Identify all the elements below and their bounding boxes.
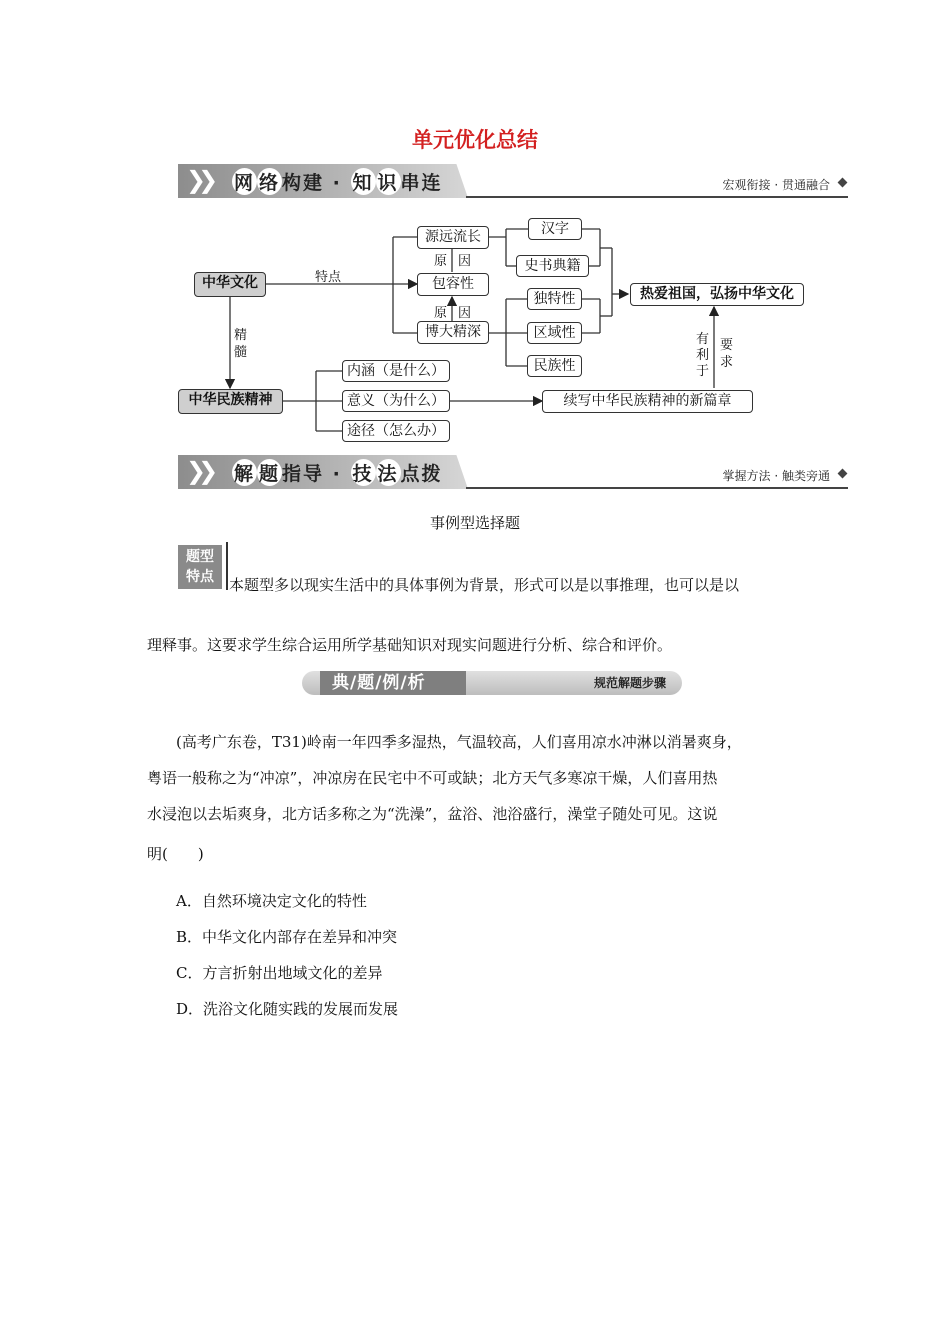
banner-word: 指导: [282, 463, 325, 485]
page-title: 单元优化总结: [412, 128, 538, 152]
node-boda-jingshen: 博大精深: [417, 321, 489, 344]
banner-label: [232, 459, 443, 486]
option-a: A．自然环境决定文化的特性: [176, 892, 367, 910]
banner-word: 点拨: [400, 463, 443, 485]
banner-char: 网: [232, 168, 257, 195]
question-line-4: 明( ): [147, 845, 204, 863]
option-d: D．洗浴文化随实践的发展而发展: [176, 1000, 399, 1018]
tag-divider: [226, 542, 228, 590]
banner-right-text: 掌握方法 · 触类旁通: [722, 469, 830, 483]
question-type-tag: [178, 545, 222, 589]
node-shishu-dianji: 史书典籍: [516, 255, 589, 277]
intro-text-line-2: 理释事。这要求学生综合运用所学基础知识对现实问题进行分析、综合和评价。: [147, 636, 673, 654]
section-title: 事例型选择题: [429, 514, 520, 532]
label-yin: 因: [458, 306, 472, 321]
node-reai-zuguo: 热爱祖国，弘扬中华文化: [630, 283, 804, 306]
tag-line: 题型: [186, 549, 214, 565]
node-dutexing: 独特性: [527, 288, 582, 310]
double-chevron-icon: ❯❯: [186, 457, 211, 485]
banner-word: 串连: [400, 172, 443, 194]
label-yin: 因: [458, 254, 472, 269]
section-banner-problem-guide: [178, 455, 848, 491]
node-zhonghua-wenhua: 中华文化: [194, 272, 266, 297]
question-line-1: (高考广东卷，T31)岭南一年四季多湿热，气温较高，人们喜用凉水冲淋以消暑爽身，: [176, 733, 742, 751]
node-zhonghua-minzu-jingshen: 中华民族精神: [178, 389, 283, 414]
label-yuan: 原: [434, 254, 448, 269]
label-jing: 精: [234, 328, 248, 343]
double-chevron-icon: ❯❯: [186, 166, 211, 194]
banner-dot: ·: [324, 463, 351, 485]
banner-char: 络: [257, 168, 282, 195]
tag-line: 特点: [186, 569, 214, 585]
example-banner-right: 规范解题步骤: [593, 676, 666, 690]
node-yuanyuan-liuchang: 源远流长: [417, 226, 489, 249]
example-banner: [302, 671, 682, 697]
label-yu: 于: [696, 364, 710, 379]
question-line-2: 粤语一般称之为“冲凉”，冲凉房在民宅中不可或缺；北方天气多寒凉干燥，人们喜用热: [147, 769, 718, 787]
intro-text-line-1: 本题型多以现实生活中的具体事例为背景，形式可以是以事推理，也可以是以: [229, 576, 740, 594]
banner-char: 识: [376, 168, 401, 195]
option-b: B．中华文化内部存在差异和冲突: [176, 928, 398, 946]
banner-dot: ·: [324, 172, 351, 194]
label-yuan: 原: [434, 306, 448, 321]
banner-char: 解: [232, 459, 257, 486]
banner-right-text: 宏观衔接 · 贯通融合: [722, 178, 830, 192]
example-banner-label: 典/题/例/析: [332, 673, 426, 693]
node-baorongxing: 包容性: [417, 273, 489, 296]
label-you: 有: [696, 332, 710, 347]
node-neihan: 内涵（是什么）: [342, 360, 450, 382]
label-qiu: 求: [720, 355, 734, 370]
node-quyuxing: 区域性: [527, 322, 582, 344]
label-sui: 髓: [234, 345, 248, 360]
node-minzuxing: 民族性: [527, 355, 582, 377]
banner-char: 题: [257, 459, 282, 486]
option-c: C．方言折射出地域文化的差异: [176, 964, 383, 982]
node-xuxie-xinpianzhang: 续写中华民族精神的新篇章: [542, 390, 753, 413]
diamond-icon: [838, 469, 848, 479]
label-tedian: 特点: [315, 270, 342, 285]
label-li: 利: [696, 348, 710, 363]
node-hanzi: 汉字: [528, 218, 582, 240]
banner-char: 技: [351, 459, 376, 486]
node-tujing: 途径（怎么办）: [342, 420, 450, 442]
banner-word: 构建: [282, 172, 325, 194]
node-yiyi: 意义（为什么）: [342, 390, 450, 412]
question-line-3: 水浸泡以去垢爽身，北方话多称之为“洗澡”，盆浴、池浴盛行，澡堂子随处可见。这说: [147, 805, 718, 823]
label-yao: 要: [720, 338, 734, 353]
banner-char: 法: [376, 459, 401, 486]
banner-char: 知: [351, 168, 376, 195]
banner-rule: [466, 487, 848, 489]
